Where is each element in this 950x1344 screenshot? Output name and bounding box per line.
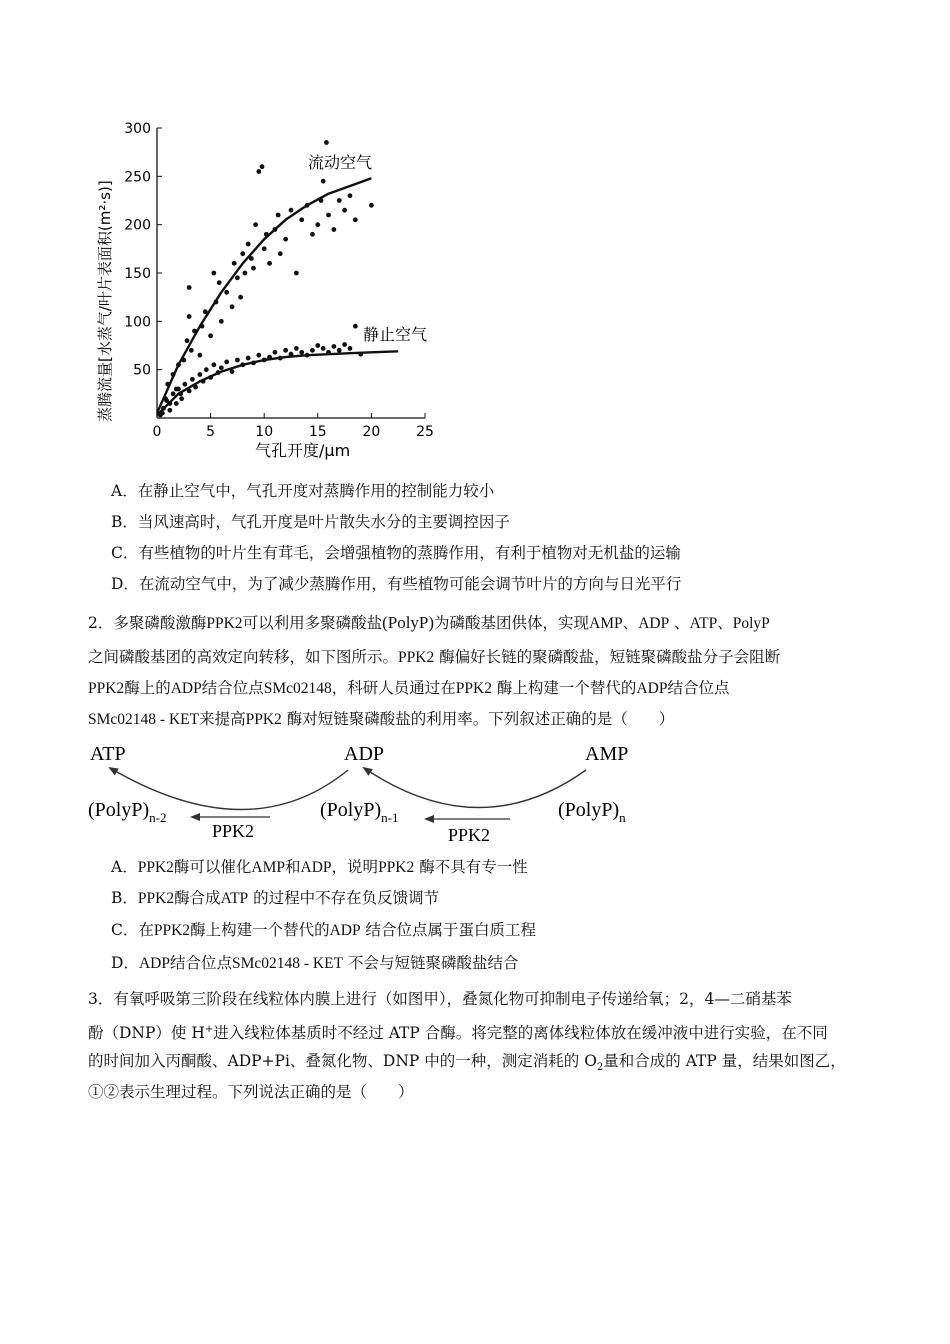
q3-stem-line-4: ①②表示生理过程。下列说法正确的是（ ） bbox=[88, 1083, 414, 1101]
still-air-point bbox=[211, 362, 216, 367]
still-air-point bbox=[179, 396, 184, 401]
moving-air-point bbox=[348, 193, 353, 198]
still-air-point bbox=[299, 350, 304, 355]
q2-option-a[interactable]: A．PPK2酶可以催化AMP和ADP，说明PPK2 酶不具有专一性 bbox=[111, 858, 528, 876]
moving-air-point bbox=[326, 213, 331, 218]
enzyme-label-right: PPK2 bbox=[448, 825, 491, 845]
x-tick-label: 20 bbox=[362, 424, 381, 440]
moving-air-point bbox=[240, 251, 245, 256]
moving-air-point bbox=[310, 232, 315, 237]
y-tick-label: 100 bbox=[124, 314, 151, 331]
y-tick-label: 200 bbox=[124, 217, 151, 234]
y-tick-label: 150 bbox=[124, 266, 151, 282]
q2-stem-line-2: 之间磷酸基团的高效定向转移，如下图所示。PPK2 酶偏好长链的聚磷酸盐，短链聚磷酸盐分子会阻断 bbox=[88, 648, 781, 666]
moving-air-point bbox=[197, 353, 202, 358]
moving-air-point bbox=[260, 164, 265, 169]
still-air-point bbox=[256, 353, 261, 358]
q1-option-b[interactable]: B．当风速高时，气孔开度是叶片散失水分的主要调控因子 bbox=[111, 513, 510, 531]
still-air-point bbox=[171, 391, 176, 396]
y-ticks bbox=[124, 121, 162, 379]
moving-air-point bbox=[243, 271, 248, 276]
moving-air-point bbox=[289, 208, 294, 213]
moving-air-point bbox=[294, 271, 299, 276]
q1-option-c[interactable]: C．有些植物的叶片生有茸毛，会增强植物的蒸腾作用，有利于植物对无机盐的运输 bbox=[111, 544, 681, 562]
node-polyp-n: $(PolyP)_n$ bbox=[558, 799, 626, 825]
transpiration-chart bbox=[80, 110, 460, 470]
still-air-point bbox=[283, 348, 288, 353]
y-axis-label: 蒸腾流量[水蒸气/叶片表面积(m²·s)] bbox=[96, 180, 114, 422]
still-air-point bbox=[321, 346, 326, 351]
still-air-point bbox=[294, 346, 299, 351]
moving-air-point bbox=[187, 314, 192, 319]
moving-air-point bbox=[238, 295, 243, 300]
moving-air-point bbox=[331, 227, 336, 232]
still-air-point bbox=[310, 348, 315, 353]
node-amp: AMP bbox=[585, 743, 629, 765]
moving-air-point bbox=[208, 333, 213, 338]
still-air-point bbox=[190, 377, 195, 382]
still-air-point bbox=[224, 360, 229, 365]
chart-marks bbox=[158, 140, 374, 417]
moving-air-point bbox=[185, 338, 190, 343]
node-atp: ATP bbox=[90, 743, 126, 765]
moving-air-point bbox=[211, 271, 216, 276]
q3-stem-line-2: 酚（DNP）使 H+进入线粒体基质时不经过 ATP 合酶。将完整的离体线粒体放在缓冲液中进行实验，在不同 bbox=[88, 1024, 828, 1043]
y-tick-label: 250 bbox=[124, 169, 151, 186]
x-tick-label: 0 bbox=[152, 424, 162, 440]
moving-air-point bbox=[315, 222, 320, 227]
moving-air-point bbox=[224, 290, 229, 295]
still-air-point bbox=[353, 324, 358, 329]
moving-air-point bbox=[256, 169, 261, 174]
x-tick-label: 5 bbox=[206, 424, 216, 440]
x-ticks bbox=[153, 413, 434, 440]
q2-option-c[interactable]: C．在PPK2酶上构建一个替代的ADP 结合位点属于蛋白质工程 bbox=[111, 921, 537, 939]
still-air-fit-curve bbox=[157, 351, 398, 415]
q2-stem-line-1: 2．多聚磷酸激酶PPK2可以利用多聚磷酸盐(PolyP)为磷酸基团供体，实现AMP、ADP 、ATP、PolyP bbox=[88, 613, 770, 632]
still-air-point bbox=[273, 350, 278, 355]
still-air-point bbox=[204, 367, 209, 372]
still-air-point bbox=[246, 356, 251, 361]
q2-stem-line-3: PPK2酶上的ADP结合位点SMc02148，科研人员通过在PPK2 酶上构建一个替代的ADP结合位点 bbox=[88, 679, 730, 697]
moving-air-point bbox=[299, 217, 304, 222]
moving-air-point bbox=[369, 203, 374, 208]
still-air-point bbox=[348, 346, 353, 351]
ppk2-diagram bbox=[80, 738, 660, 848]
still-air-point bbox=[182, 382, 187, 387]
q3-stem-line-1: 3．有氧呼吸第三阶段在线粒体内膜上进行（如图甲），叠氮化物可抑制电子传递给氧；2，4—二硝基苯 bbox=[88, 990, 792, 1008]
still-air-point bbox=[331, 344, 336, 349]
still-air-point bbox=[342, 342, 347, 347]
moving-air-point bbox=[246, 242, 251, 247]
moving-air-point bbox=[187, 285, 192, 290]
x-tick-label: 10 bbox=[255, 424, 274, 440]
moving-air-point bbox=[232, 261, 237, 266]
still-air-point bbox=[174, 401, 179, 406]
moving-air-point bbox=[283, 237, 288, 242]
moving-air-point bbox=[342, 208, 347, 213]
moving-air-point bbox=[262, 246, 267, 251]
moving-air-point bbox=[267, 261, 272, 266]
node-adp: ADP bbox=[344, 743, 385, 765]
still-air-point bbox=[235, 358, 240, 363]
node-polyp-n-1: $(PolyP)_{n-1}$ bbox=[320, 799, 399, 825]
still-air-point bbox=[197, 372, 202, 377]
moving-air-point bbox=[278, 251, 283, 256]
still-air-point bbox=[176, 387, 181, 392]
moving-air-point bbox=[217, 280, 222, 285]
q1-option-a[interactable]: A．在静止空气中，气孔开度对蒸腾作用的控制能力较小 bbox=[111, 482, 495, 500]
still-air-point bbox=[219, 365, 224, 370]
node-polyp-n-2: $(PolyP)_{n-2}$ bbox=[88, 799, 167, 825]
moving-air-fit-curve bbox=[157, 178, 371, 413]
series-label-still: 静止空气 bbox=[363, 325, 428, 344]
x-tick-label: 25 bbox=[416, 424, 434, 440]
moving-air-point bbox=[230, 304, 235, 309]
series-label-moving: 流动空气 bbox=[308, 153, 373, 172]
enzyme-label-left: PPK2 bbox=[212, 821, 255, 841]
q2-stem-line-4: SMc02148 - KET来提高PPK2 酶对短链聚磷酸盐的利用率。下列叙述正确的是（ ） bbox=[88, 710, 675, 728]
moving-air-point bbox=[353, 217, 358, 222]
still-air-point bbox=[337, 348, 342, 353]
moving-air-point bbox=[324, 140, 329, 145]
moving-air-point bbox=[189, 348, 194, 353]
q3-stem-line-3: 的时间加入丙酮酸、ADP+Pi、叠氮化物、DNP 中的一种，测定消耗的 $O_2$量和合成的 ATP 量，结果如图乙， bbox=[88, 1052, 846, 1074]
moving-air-point bbox=[253, 222, 258, 227]
y-tick-label: 300 bbox=[124, 121, 151, 137]
moving-air-point bbox=[219, 319, 224, 324]
curve-arrow-right bbox=[364, 768, 586, 808]
still-air-point bbox=[167, 408, 172, 413]
x-axis-label: 气孔开度/μm bbox=[255, 441, 351, 460]
moving-air-point bbox=[235, 275, 240, 280]
moving-air-point bbox=[321, 179, 326, 184]
moving-air-point bbox=[251, 266, 256, 271]
moving-air-point bbox=[276, 213, 281, 218]
y-tick-label: 50 bbox=[133, 362, 151, 379]
q2-option-d[interactable]: D．ADP结合位点SMc02148 - KET 不会与短链聚磷酸盐结合 bbox=[111, 954, 519, 972]
moving-air-point bbox=[337, 198, 342, 203]
x-tick-label: 15 bbox=[308, 424, 327, 440]
q2-option-b[interactable]: B．PPK2酶合成ATP 的过程中不存在负反馈调节 bbox=[111, 889, 440, 907]
still-air-point bbox=[315, 343, 320, 348]
q1-option-d[interactable]: D．在流动空气中，为了减少蒸腾作用，有些植物可能会调节叶片的方向与日光平行 bbox=[111, 575, 682, 593]
